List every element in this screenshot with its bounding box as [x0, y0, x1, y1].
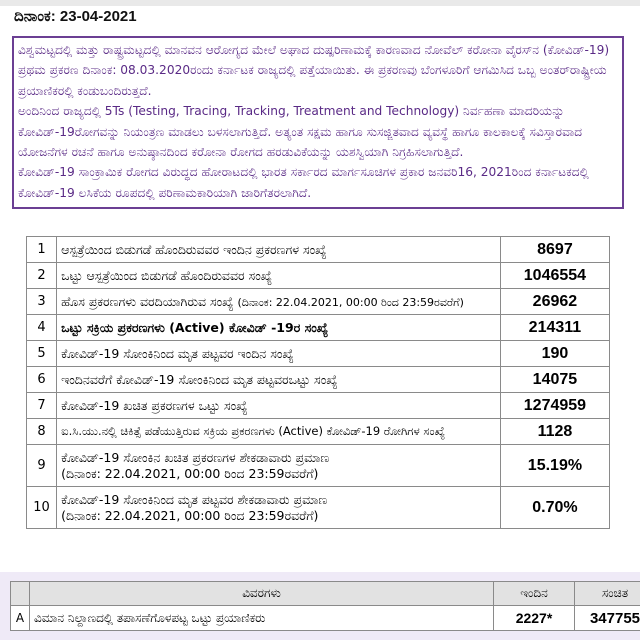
row-description: ಆಸ್ಪತ್ರೆಯಿಂದ ಬಿಡುಗಡೆ ಹೊಂದಿರುವವರ ಇಂದಿನ ಪ್ರಕರಣಗಳ ಸಂಖ್ಯೆ — [57, 237, 501, 263]
intro-paragraph-3: ಕೋವಿಡ್-19 ಸಾಂಕ್ರಾಮಿಕ ರೋಗದ ವಿರುದ್ಧದ ಹೋರಾಟದಲ್ಲಿ ಭಾರತ ಸರ್ಕಾರದ ಮಾರ್ಗಸೂಚಿಗಳ ಪ್ರಕಾರ ಜನವರಿ16, 2021ರಿಂದ ಕರ್ನಾಟಕದಲ್ಲಿ ಕೋವಿಡ್-19 ಲಸಿಕೆಯ ರೂಪದಲ್ಲಿ ಪರಿಣಾಮಕಾರಿಯಾಗಿ ಜಾರಿಗೆತರಲಾಗಿದೆ. — [18, 165, 589, 200]
row-value: 190 — [500, 341, 609, 367]
row-description-date: (ದಿನಾಂಕ: 22.04.2021, 00:00 ರಿಂದ 23:59ರವರೆಗೆ) — [237, 295, 464, 309]
row-description — [57, 445, 501, 487]
row-description — [57, 289, 501, 315]
row-number: 2 — [27, 263, 57, 289]
row-value: 15.19% — [500, 445, 609, 487]
row-value: 214311 — [500, 315, 609, 341]
intro-paragraph-1: ವಿಶ್ವಮಟ್ಟದಲ್ಲಿ ಮತ್ತು ರಾಷ್ಟ್ರಮಟ್ಟದಲ್ಲಿ ಮಾನವನ ಆರೋಗ್ಯದ ಮೇಲೆ ಅಘಾದ ದುಷ್ಪರಿಣಾಮಕ್ಕೆ ಕಾರಣವಾದ ನೋವೆಲ್ ಕರೋನಾ ವೈರಸ್‌ನ (ಕೋವಿಡ್-19) ಪ್ರಥಮ ಪ್ರಕರಣ ದಿನಾಂಕ: 08.03.2020ರಂದು ಕರ್ನಾಟಕ ರಾಜ್ಯದಲ್ಲಿ ಪತ್ತೆಯಾಯಿತು. ಈ ಪ್ರಕರಣವು ಬೆಂಗಳೂರಿಗೆ ಆಗಮಿಸಿದ ಒಬ್ಬ ಅಂತರ್‌ರಾಷ್ಟ್ರೀಯ ಪ್ರಯಾಣಿಕರಲ್ಲಿ ಕಂಡುಬಂದಿರುತ್ತದೆ. — [18, 43, 610, 98]
row-value: 8697 — [500, 237, 609, 263]
stats-row — [27, 367, 610, 393]
row-number: 5 — [27, 341, 57, 367]
stats-row — [27, 393, 610, 419]
stats-row — [27, 315, 610, 341]
intro-paragraph-box — [12, 36, 624, 209]
stats-row — [27, 263, 610, 289]
row-number: 9 — [27, 445, 57, 487]
stats-row — [27, 237, 610, 263]
row-description-main: ಕೋವಿಡ್-19 ಸೋಂಕಿನಿಂದ ಮೃತ ಪಟ್ಟವರ ಶೇಕಡಾವಾರು ಪ್ರಮಾಣ — [61, 491, 328, 507]
top-strip — [0, 0, 640, 6]
stats-row — [27, 341, 610, 367]
row-description-date: (ದಿನಾಂಕ: 22.04.2021, 00:00 ರಿಂದ 23:59ರವರೆಗೆ) — [61, 465, 319, 481]
stats-row — [27, 419, 610, 445]
header-details: ವಿವರಗಳು — [30, 582, 494, 606]
row-value: 0.70% — [500, 487, 609, 529]
intro-paragraph-2: ಅಂದಿನಿಂದ ರಾಜ್ಯದಲ್ಲಿ 5Ts (Testing, Tracing, Tracking, Treatment and Technology) ನಿರ್ವಹಣಾ ಮಾದರಿಯನ್ನು ಕೋವಿಡ್-19ರೋಗವನ್ನು ನಿಯಂತ್ರಣ ಮಾಡಲು ಬಳಸಲಾಗುತ್ತಿದೆ. ಅತ್ಯಂತ ಸಕ್ಷಮ ಹಾಗೂ ಸುಸಜ್ಜಿತವಾದ ವ್ಯವಸ್ಥೆ ಹಾಗೂ ಕಾಲಕಾಲಕ್ಕೆ ಸವಿಸ್ತಾರವಾದ ಯೋಜನೆಗಳ ರಚನೆ ಹಾಗೂ ಅನುಷ್ಠಾನದಿಂದ ಕರೋನಾ ರೋಗದ ಹರಡುವಿಕೆಯನ್ನು ಯಶಸ್ವಿಯಾಗಿ ನಿಗ್ರಹಿಸಲಾಗುತ್ತಿದೆ. — [18, 104, 583, 160]
row-today-value: 2227* — [494, 606, 575, 631]
row-description: ಒಟ್ಟು ಆಸ್ಪತ್ರೆಯಿಂದ ಬಿಡುಗಡೆ ಹೊಂದಿರುವವರ ಸಂಖ್ಯೆ — [57, 263, 501, 289]
row-number: 4 — [27, 315, 57, 341]
row-number: 7 — [27, 393, 57, 419]
row-number: 6 — [27, 367, 57, 393]
row-description-main: ಹೊಸ ಪ್ರಕರಣಗಳು ವರದಿಯಾಗಿರುವ ಸಂಖ್ಯೆ — [61, 293, 234, 309]
row-description: ಇಂದಿನವರೆಗೆ ಕೋವಿಡ್-19 ಸೋಂಕಿನಿಂದ ಮೃತ ಪಟ್ಟವರಒಟ್ಟು ಸಂಖ್ಯೆ — [57, 367, 501, 393]
row-value: 1128 — [500, 419, 609, 445]
row-value: 1046554 — [500, 263, 609, 289]
row-cumulative-value: 347755 — [575, 606, 640, 631]
row-description: ವಿಮಾನ ನಿಲ್ದಾಣದಲ್ಲಿ ತಪಾಸಣೆಗೊಳಪಟ್ಟ ಒಟ್ಟು ಪ್ರಯಾಣಿಕರು — [30, 606, 494, 631]
row-value: 26962 — [500, 289, 609, 315]
header-today: ಇಂದಿನ — [494, 582, 575, 606]
stats-row — [27, 487, 610, 529]
stats-row — [27, 445, 610, 487]
row-description: ಒಟ್ಟು ಸಕ್ರಿಯ ಪ್ರಕರಣಗಳು (Active) ಕೋವಿಡ್ -19ರ ಸಂಖ್ಯೆ — [57, 315, 501, 341]
row-description-date: (ದಿನಾಂಕ: 22.04.2021, 00:00 ರಿಂದ 23:59ರವರೆಗೆ) — [61, 507, 319, 523]
stats-table — [26, 236, 610, 529]
row-description: ಕೋವಿಡ್-19 ಖಚಿತ ಪ್ರಕರಣಗಳ ಒಟ್ಟು ಸಂಖ್ಯೆ — [57, 393, 501, 419]
stats-row — [27, 289, 610, 315]
row-letter: A — [11, 606, 30, 631]
traveller-table — [10, 581, 640, 631]
row-number: 3 — [27, 289, 57, 315]
row-number: 10 — [27, 487, 57, 529]
row-number: 1 — [27, 237, 57, 263]
row-description-main: ಕೋವಿಡ್-19 ಸೋಂಕಿನ ಖಚಿತ ಪ್ರಕರಣಗಳ ಶೇಕಡಾವಾರು ಪ್ರಮಾಣ — [61, 449, 330, 465]
report-date: ದಿನಾಂಕ: 23-04-2021 — [14, 8, 137, 25]
row-description: ಐ.ಸಿ.ಯು.ನಲ್ಲಿ ಚಿಕಿತ್ಸೆ ಪಡೆಯುತ್ತಿರುವ ಸಕ್ರಿಯ ಪ್ರಕರಣಗಳು (Active) ಕೋವಿಡ್-19 ರೋಗಿಗಳ ಸಂಖ್ಯೆ — [57, 419, 501, 445]
header-blank — [11, 582, 30, 606]
row-value: 1274959 — [500, 393, 609, 419]
row-value: 14075 — [500, 367, 609, 393]
row-number: 8 — [27, 419, 57, 445]
row-description: ಕೋವಿಡ್-19 ಸೋಂಕಿನಿಂದ ಮೃತ ಪಟ್ಟವರ ಇಂದಿನ ಸಂಖ್ಯೆ — [57, 341, 501, 367]
row-description — [57, 487, 501, 529]
traveller-table-header — [11, 582, 640, 606]
header-cumulative: ಸಂಚಿತ — [575, 582, 640, 606]
traveller-table-row — [11, 606, 640, 631]
